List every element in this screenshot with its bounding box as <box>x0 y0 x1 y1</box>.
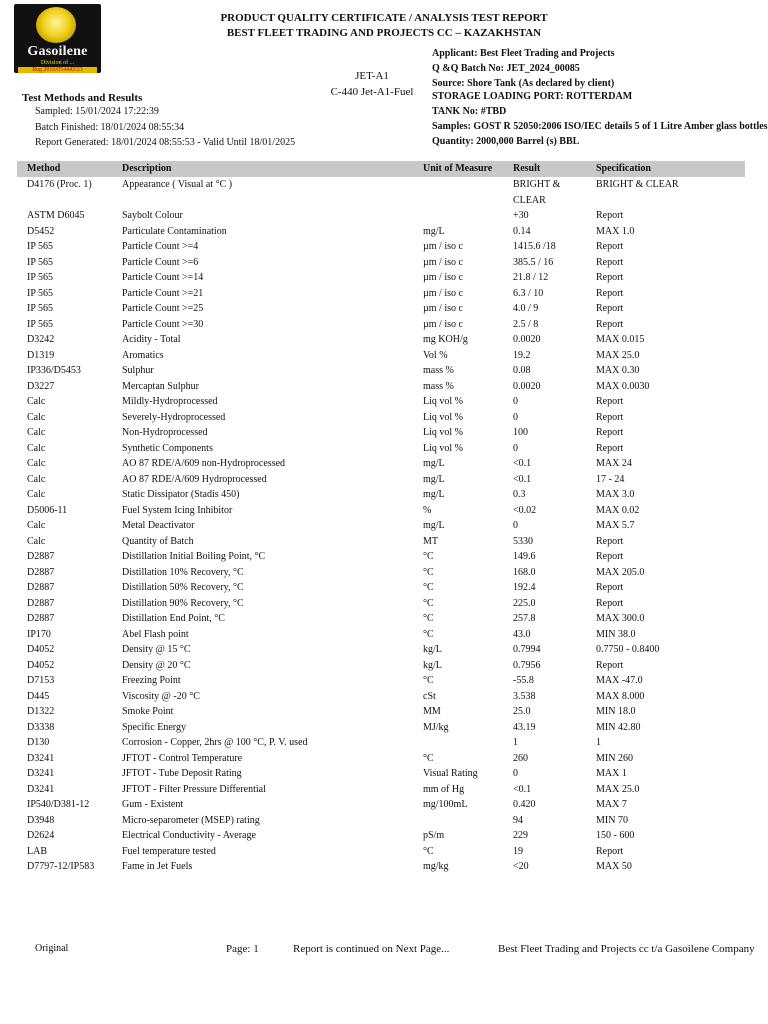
cell-unit: cSt <box>423 690 436 702</box>
cell-result: +30 <box>513 210 529 221</box>
cell-specification: MAX 0.30 <box>596 365 640 376</box>
cell-specification: MAX 205.0 <box>596 566 645 578</box>
cell-unit: µm / iso c <box>423 272 463 283</box>
header-unit: Unit of Measure <box>423 163 493 174</box>
table-row <box>17 456 745 472</box>
loading-port: STORAGE LOADING PORT: ROTTERDAM <box>432 91 633 102</box>
cell-result: 192.4 <box>513 582 536 593</box>
cell-specification: Report <box>596 256 624 268</box>
table-header <box>17 161 745 177</box>
cell-specification: MAX 50 <box>596 861 632 872</box>
cell-unit: °C <box>423 628 434 640</box>
cell-method: D3338 <box>27 721 55 733</box>
logo-registration: Reg 2010/054442/23 <box>18 67 97 73</box>
cell-description: Corrosion - Copper, 2hrs @ 100 °C, P. V. used <box>122 737 308 748</box>
cell-description: Distillation 50% Recovery, °C <box>122 582 244 593</box>
cell-result: 0.7994 <box>513 644 541 655</box>
cell-description: Synthetic Components <box>122 442 213 454</box>
cell-description: Sulphur <box>122 365 154 376</box>
cell-specification: MAX 1 <box>596 768 627 779</box>
table-row <box>17 441 745 457</box>
cell-method: D4176 (Proc. 1) <box>27 179 92 190</box>
cell-method: ASTM D6045 <box>27 210 85 221</box>
cell-unit: MJ/kg <box>423 721 449 733</box>
cell-result: 0 <box>513 396 518 407</box>
cell-description: JFTOT - Control Temperature <box>122 752 243 764</box>
cell-specification: BRIGHT & CLEAR <box>596 179 679 190</box>
cell-description: Metal Deactivator <box>122 520 195 531</box>
cell-specification: MAX -47.0 <box>596 675 643 686</box>
cell-unit: mg/L <box>423 520 445 531</box>
cell-method: Calc <box>27 489 46 500</box>
cell-specification: MAX 0.015 <box>596 334 645 345</box>
footer-original: Original <box>35 943 69 954</box>
cell-specification: 1 <box>596 737 601 748</box>
cell-unit: mg/100mL <box>423 799 468 810</box>
cell-unit: °C <box>423 582 434 593</box>
cell-result: 0.7956 <box>513 659 541 671</box>
cell-method: Calc <box>27 427 46 438</box>
table-row <box>17 301 745 317</box>
table-row <box>17 813 745 829</box>
cell-unit: µm / iso c <box>423 303 463 314</box>
cell-unit: Liq vol % <box>423 411 463 423</box>
table-row <box>17 394 745 410</box>
cell-result: 0 <box>513 442 518 454</box>
cell-description: Mildly-Hydroprocessed <box>122 396 218 407</box>
header-method: Method <box>27 163 61 174</box>
table-row <box>17 751 745 767</box>
table-row <box>17 239 745 255</box>
footer-company: Best Fleet Trading and Projects cc t/a Gasoilene Company <box>498 943 755 955</box>
table-row <box>17 611 745 627</box>
cell-specification: MIN 38.0 <box>596 628 636 640</box>
cell-method: D4052 <box>27 644 55 655</box>
cell-unit: pS/m <box>423 830 445 841</box>
product-name: JET-A1 <box>355 70 389 82</box>
cell-unit: µm / iso c <box>423 287 463 299</box>
cell-specification: MAX 24 <box>596 458 632 469</box>
results-table <box>17 161 745 875</box>
cell-description: Particulate Contamination <box>122 225 227 237</box>
cell-specification: Report <box>596 659 624 671</box>
cell-specification: MIN 70 <box>596 814 628 826</box>
cell-method: IP 565 <box>27 287 54 299</box>
cell-method: IP 565 <box>27 256 54 268</box>
cell-description: Fuel temperature tested <box>122 845 216 857</box>
table-row <box>17 472 745 488</box>
cell-description: Particle Count >=14 <box>122 272 204 283</box>
cell-result: 94 <box>513 814 523 826</box>
table-row <box>17 859 745 875</box>
cell-result: 0.14 <box>513 225 531 237</box>
cell-specification: 0.7750 - 0.8400 <box>596 644 660 655</box>
cell-unit: mg/kg <box>423 861 449 872</box>
cell-unit: µm / iso c <box>423 318 463 330</box>
table-row <box>17 642 745 658</box>
cell-description: Saybolt Colour <box>122 210 183 221</box>
cell-result: 4.0 / 9 <box>513 303 539 314</box>
cell-method: LAB <box>27 845 47 857</box>
cell-result: 0.420 <box>513 799 536 810</box>
cell-unit: MM <box>423 706 441 717</box>
cell-specification: 17 - 24 <box>596 473 625 485</box>
cell-unit: °C <box>423 845 434 857</box>
cell-specification: MAX 25.0 <box>596 349 640 361</box>
cell-specification: Report <box>596 210 624 221</box>
cell-specification: 150 - 600 <box>596 830 635 841</box>
table-row <box>17 673 745 689</box>
cell-result: 100 <box>513 427 528 438</box>
cell-method: D2624 <box>27 830 55 841</box>
cell-specification: Report <box>596 427 624 438</box>
table-row <box>17 735 745 751</box>
cell-description: Appearance ( Visual at °C ) <box>122 179 233 190</box>
cell-method: Calc <box>27 411 46 423</box>
table-row <box>17 410 745 426</box>
cell-unit: mg/L <box>423 489 445 500</box>
cell-method: IP170 <box>27 628 51 640</box>
cell-specification: Report <box>596 582 624 593</box>
cell-description: Distillation Initial Boiling Point, °C <box>122 551 266 562</box>
table-row <box>17 379 745 395</box>
cell-unit: mm of Hg <box>423 783 465 795</box>
cell-unit: mg KOH/g <box>423 334 468 345</box>
cell-result: 1415.6 /18 <box>513 241 556 252</box>
table-row <box>17 286 745 302</box>
cell-method: IP 565 <box>27 303 54 314</box>
cell-specification: Report <box>596 411 624 423</box>
cell-specification: MAX 5.7 <box>596 520 635 531</box>
cell-result: 257.8 <box>513 613 536 624</box>
cell-specification: MIN 42.80 <box>596 721 641 733</box>
footer-continued: Report is continued on Next Page... <box>293 943 450 955</box>
cell-unit: mass % <box>423 365 454 376</box>
cell-description: Fame in Jet Fuels <box>122 861 193 872</box>
table-row <box>17 720 745 736</box>
cell-method: D2887 <box>27 551 55 562</box>
table-row <box>17 704 745 720</box>
cell-description: Distillation 10% Recovery, °C <box>122 566 244 578</box>
cell-description: Non-Hydroprocessed <box>122 427 208 438</box>
cell-specification: MAX 300.0 <box>596 613 645 624</box>
cell-result: 3.538 <box>513 690 536 702</box>
table-row <box>17 348 745 364</box>
samples: Samples: GOST R 52050:2006 ISO/IEC details 5 of 1 Litre Amber glass bottles <box>432 121 768 132</box>
cell-result: <0.1 <box>513 783 532 795</box>
quantity: Quantity: 2000,000 Barrel (s) BBL <box>432 136 580 147</box>
cell-unit: µm / iso c <box>423 241 463 252</box>
cell-unit: mg/L <box>423 225 445 237</box>
cell-specification: Report <box>596 551 624 562</box>
cell-unit: Visual Rating <box>423 768 478 779</box>
cell-result: 225.0 <box>513 597 536 609</box>
batch-number: Q &Q Batch No: JET_2024_00085 <box>432 63 580 74</box>
table-row <box>17 425 745 441</box>
cell-method: IP 565 <box>27 272 54 283</box>
table-row <box>17 627 745 643</box>
table-row <box>17 797 745 813</box>
cell-method: IP 565 <box>27 318 54 330</box>
cell-description: Static Dissipator (Stadis 450) <box>122 489 240 500</box>
cell-result: 168.0 <box>513 566 536 578</box>
cell-method: Calc <box>27 458 46 469</box>
cell-result: 1 <box>513 737 518 748</box>
cell-unit: % <box>423 504 432 516</box>
cell-method: D4052 <box>27 659 55 671</box>
cell-description: Aromatics <box>122 349 164 361</box>
table-row <box>17 255 745 271</box>
cell-specification: MIN 18.0 <box>596 706 636 717</box>
cell-specification: MAX 25.0 <box>596 783 640 795</box>
cell-result: 6.3 / 10 <box>513 287 544 299</box>
table-row <box>17 363 745 379</box>
cell-result: 2.5 / 8 <box>513 318 539 330</box>
cell-result: 0 <box>513 768 518 779</box>
applicant: Applicant: Best Fleet Trading and Projects <box>432 48 615 59</box>
table-body <box>17 177 745 875</box>
cell-description: JFTOT - Tube Deposit Rating <box>122 768 242 779</box>
cell-method: D1322 <box>27 706 55 717</box>
table-row <box>17 549 745 565</box>
cell-result: <0.02 <box>513 504 537 516</box>
cell-method: D2887 <box>27 566 55 578</box>
cell-unit: Liq vol % <box>423 442 463 454</box>
cell-description: Particle Count >=30 <box>122 318 204 330</box>
cell-result: 0.0020 <box>513 380 541 392</box>
table-row <box>17 224 745 240</box>
cell-unit: MT <box>423 535 438 547</box>
cell-specification: Report <box>596 272 624 283</box>
cell-description: Particle Count >=4 <box>122 241 199 252</box>
cell-unit: kg/L <box>423 644 442 655</box>
cell-description: Particle Count >=25 <box>122 303 204 314</box>
cell-result: 43.19 <box>513 721 536 733</box>
sampled-date: Sampled: 15/01/2024 17:22:39 <box>35 106 159 117</box>
cell-method: D5006-11 <box>27 504 68 516</box>
cell-result: 21.8 / 12 <box>513 272 549 283</box>
cell-unit: °C <box>423 597 434 609</box>
cell-result: 19 <box>513 845 523 857</box>
cell-result: 43.0 <box>513 628 531 640</box>
cell-method: D3242 <box>27 334 55 345</box>
cell-description: Density @ 15 °C <box>122 644 191 655</box>
cell-description: AO 87 RDE/A/609 Hydroprocessed <box>122 473 267 485</box>
table-row <box>17 689 745 705</box>
cell-description: Abel Flash point <box>122 628 189 640</box>
cell-unit: °C <box>423 613 434 624</box>
cell-method: IP540/D381-12 <box>27 799 90 810</box>
table-row <box>17 332 745 348</box>
cell-specification: MAX 3.0 <box>596 489 635 500</box>
cell-method: Calc <box>27 396 46 407</box>
cell-method: D7153 <box>27 675 55 686</box>
table-row <box>17 766 745 782</box>
cell-result: 25.0 <box>513 706 531 717</box>
table-row <box>17 177 745 208</box>
cell-method: D1319 <box>27 349 55 361</box>
cell-unit: Vol % <box>423 349 448 361</box>
header-result: Result <box>513 163 541 174</box>
cell-method: IP336/D5453 <box>27 365 81 376</box>
cell-result: 229 <box>513 830 528 841</box>
tank-number: TANK No: #TBD <box>432 106 507 117</box>
cell-result: <0.1 <box>513 458 532 469</box>
cell-method: D2887 <box>27 597 55 609</box>
cell-result: 0.3 <box>513 489 526 500</box>
cell-unit: µm / iso c <box>423 256 463 268</box>
cell-method: D3241 <box>27 752 55 764</box>
table-row <box>17 580 745 596</box>
header-description: Description <box>122 163 172 174</box>
cell-description: Smoke Point <box>122 706 174 717</box>
cell-method: Calc <box>27 473 46 485</box>
cell-method: D3948 <box>27 814 55 826</box>
cell-specification: MAX 8.000 <box>596 690 645 702</box>
table-row <box>17 844 745 860</box>
cell-method: Calc <box>27 520 46 531</box>
report-title: PRODUCT QUALITY CERTIFICATE / ANALYSIS TEST REPORT <box>220 12 548 24</box>
cell-specification: Report <box>596 535 624 547</box>
cell-description: Mercaptan Sulphur <box>122 380 199 392</box>
test-methods-heading: Test Methods and Results <box>22 92 143 104</box>
table-row <box>17 596 745 612</box>
cell-result: 149.6 <box>513 551 536 562</box>
cell-method: Calc <box>27 535 46 547</box>
report-generated-date: Report Generated: 18/01/2024 08:55:53 - Valid Until 18/01/2025 <box>35 137 296 148</box>
cell-method: D130 <box>27 737 50 748</box>
cell-description: Particle Count >=6 <box>122 256 199 268</box>
footer-page: Page: 1 <box>226 943 259 955</box>
cell-description: Severely-Hydroprocessed <box>122 411 226 423</box>
cell-method: IP 565 <box>27 241 54 252</box>
cell-method: D7797-12/IP583 <box>27 861 95 872</box>
table-row <box>17 518 745 534</box>
cell-description: Particle Count >=21 <box>122 287 204 299</box>
cell-unit: Liq vol % <box>423 427 463 438</box>
table-row <box>17 782 745 798</box>
cell-description: Micro-separometer (MSEP) rating <box>122 814 260 826</box>
cell-method: D445 <box>27 690 50 702</box>
logo-subtitle: Division of ... <box>40 60 75 66</box>
cell-method: D5452 <box>27 225 55 237</box>
cell-method: D3241 <box>27 783 55 795</box>
table-row <box>17 534 745 550</box>
cell-unit: Liq vol % <box>423 396 463 407</box>
cell-result: 5330 <box>513 535 533 547</box>
cell-specification: MAX 7 <box>596 799 627 810</box>
cell-result: 0.08 <box>513 365 531 376</box>
source: Source: Shore Tank (As declared by client) <box>432 78 615 89</box>
cell-result: <0.1 <box>513 473 532 485</box>
cell-description: Acidity - Total <box>122 334 181 345</box>
cell-specification: Report <box>596 241 624 252</box>
cell-result: 19.2 <box>513 349 531 361</box>
cell-description: Density @ 20 °C <box>122 659 191 671</box>
table-row <box>17 828 745 844</box>
cell-specification: Report <box>596 287 624 299</box>
cell-unit: °C <box>423 551 434 562</box>
cell-specification: Report <box>596 318 624 330</box>
cell-description: Freezing Point <box>122 675 181 686</box>
cell-description: Quantity of Batch <box>122 535 194 547</box>
cell-description: Fuel System Icing Inhibitor <box>122 504 233 516</box>
cell-description: AO 87 RDE/A/609 non-Hydroprocessed <box>122 458 286 469</box>
cell-specification: MAX 0.02 <box>596 504 640 516</box>
cell-method: Calc <box>27 442 46 454</box>
cell-description: Specific Energy <box>122 721 186 733</box>
cell-result: BRIGHT & CLEAR <box>513 179 561 206</box>
cell-result: <20 <box>513 861 529 872</box>
cell-specification: MIN 260 <box>596 752 633 764</box>
cell-description: Distillation 90% Recovery, °C <box>122 597 244 609</box>
cell-result: 260 <box>513 752 528 764</box>
cell-specification: Report <box>596 396 624 407</box>
cell-unit: kg/L <box>423 659 442 671</box>
table-row <box>17 487 745 503</box>
table-row <box>17 270 745 286</box>
cell-unit: mg/L <box>423 458 445 469</box>
cell-description: Distillation End Point, °C <box>122 613 225 624</box>
report-subtitle: BEST FLEET TRADING AND PROJECTS CC – KAZAKHSTAN <box>226 27 542 39</box>
cell-specification: Report <box>596 303 624 314</box>
cell-specification: Report <box>596 597 624 609</box>
cell-method: D3241 <box>27 768 55 779</box>
cell-result: 0 <box>513 411 518 423</box>
cell-method: D2887 <box>27 613 55 624</box>
table-row <box>17 208 745 224</box>
header-specification: Specification <box>596 163 651 174</box>
cell-unit: °C <box>423 752 434 764</box>
product-grade: C-440 Jet-A1-Fuel <box>330 86 414 98</box>
cell-result: -55.8 <box>513 675 534 686</box>
table-row <box>17 503 745 519</box>
cell-specification: MAX 1.0 <box>596 225 635 237</box>
cell-description: JFTOT - Filter Pressure Differential <box>122 783 266 795</box>
cell-result: 385.5 / 16 <box>513 256 554 268</box>
cell-unit: mass % <box>423 380 454 392</box>
cell-description: Viscosity @ -20 °C <box>122 690 200 702</box>
table-row <box>17 658 745 674</box>
cell-specification: MAX 0.0030 <box>596 380 650 392</box>
cell-specification: Report <box>596 845 624 857</box>
batch-finished-date: Batch Finished: 18/01/2024 08:55:34 <box>35 122 185 133</box>
cell-method: D3227 <box>27 380 55 392</box>
cell-description: Gum - Existent <box>122 799 184 810</box>
table-row <box>17 317 745 333</box>
cell-unit: °C <box>423 566 434 578</box>
cell-unit: mg/L <box>423 473 445 485</box>
cell-specification: Report <box>596 442 624 454</box>
cell-method: D2887 <box>27 582 55 593</box>
cell-description: Electrical Conductivity - Average <box>122 830 256 841</box>
table-row <box>17 565 745 581</box>
logo-name: Gasoilene <box>27 44 88 59</box>
cell-result: 0.0020 <box>513 334 541 345</box>
cell-unit: °C <box>423 675 434 686</box>
cell-result: 0 <box>513 520 518 531</box>
